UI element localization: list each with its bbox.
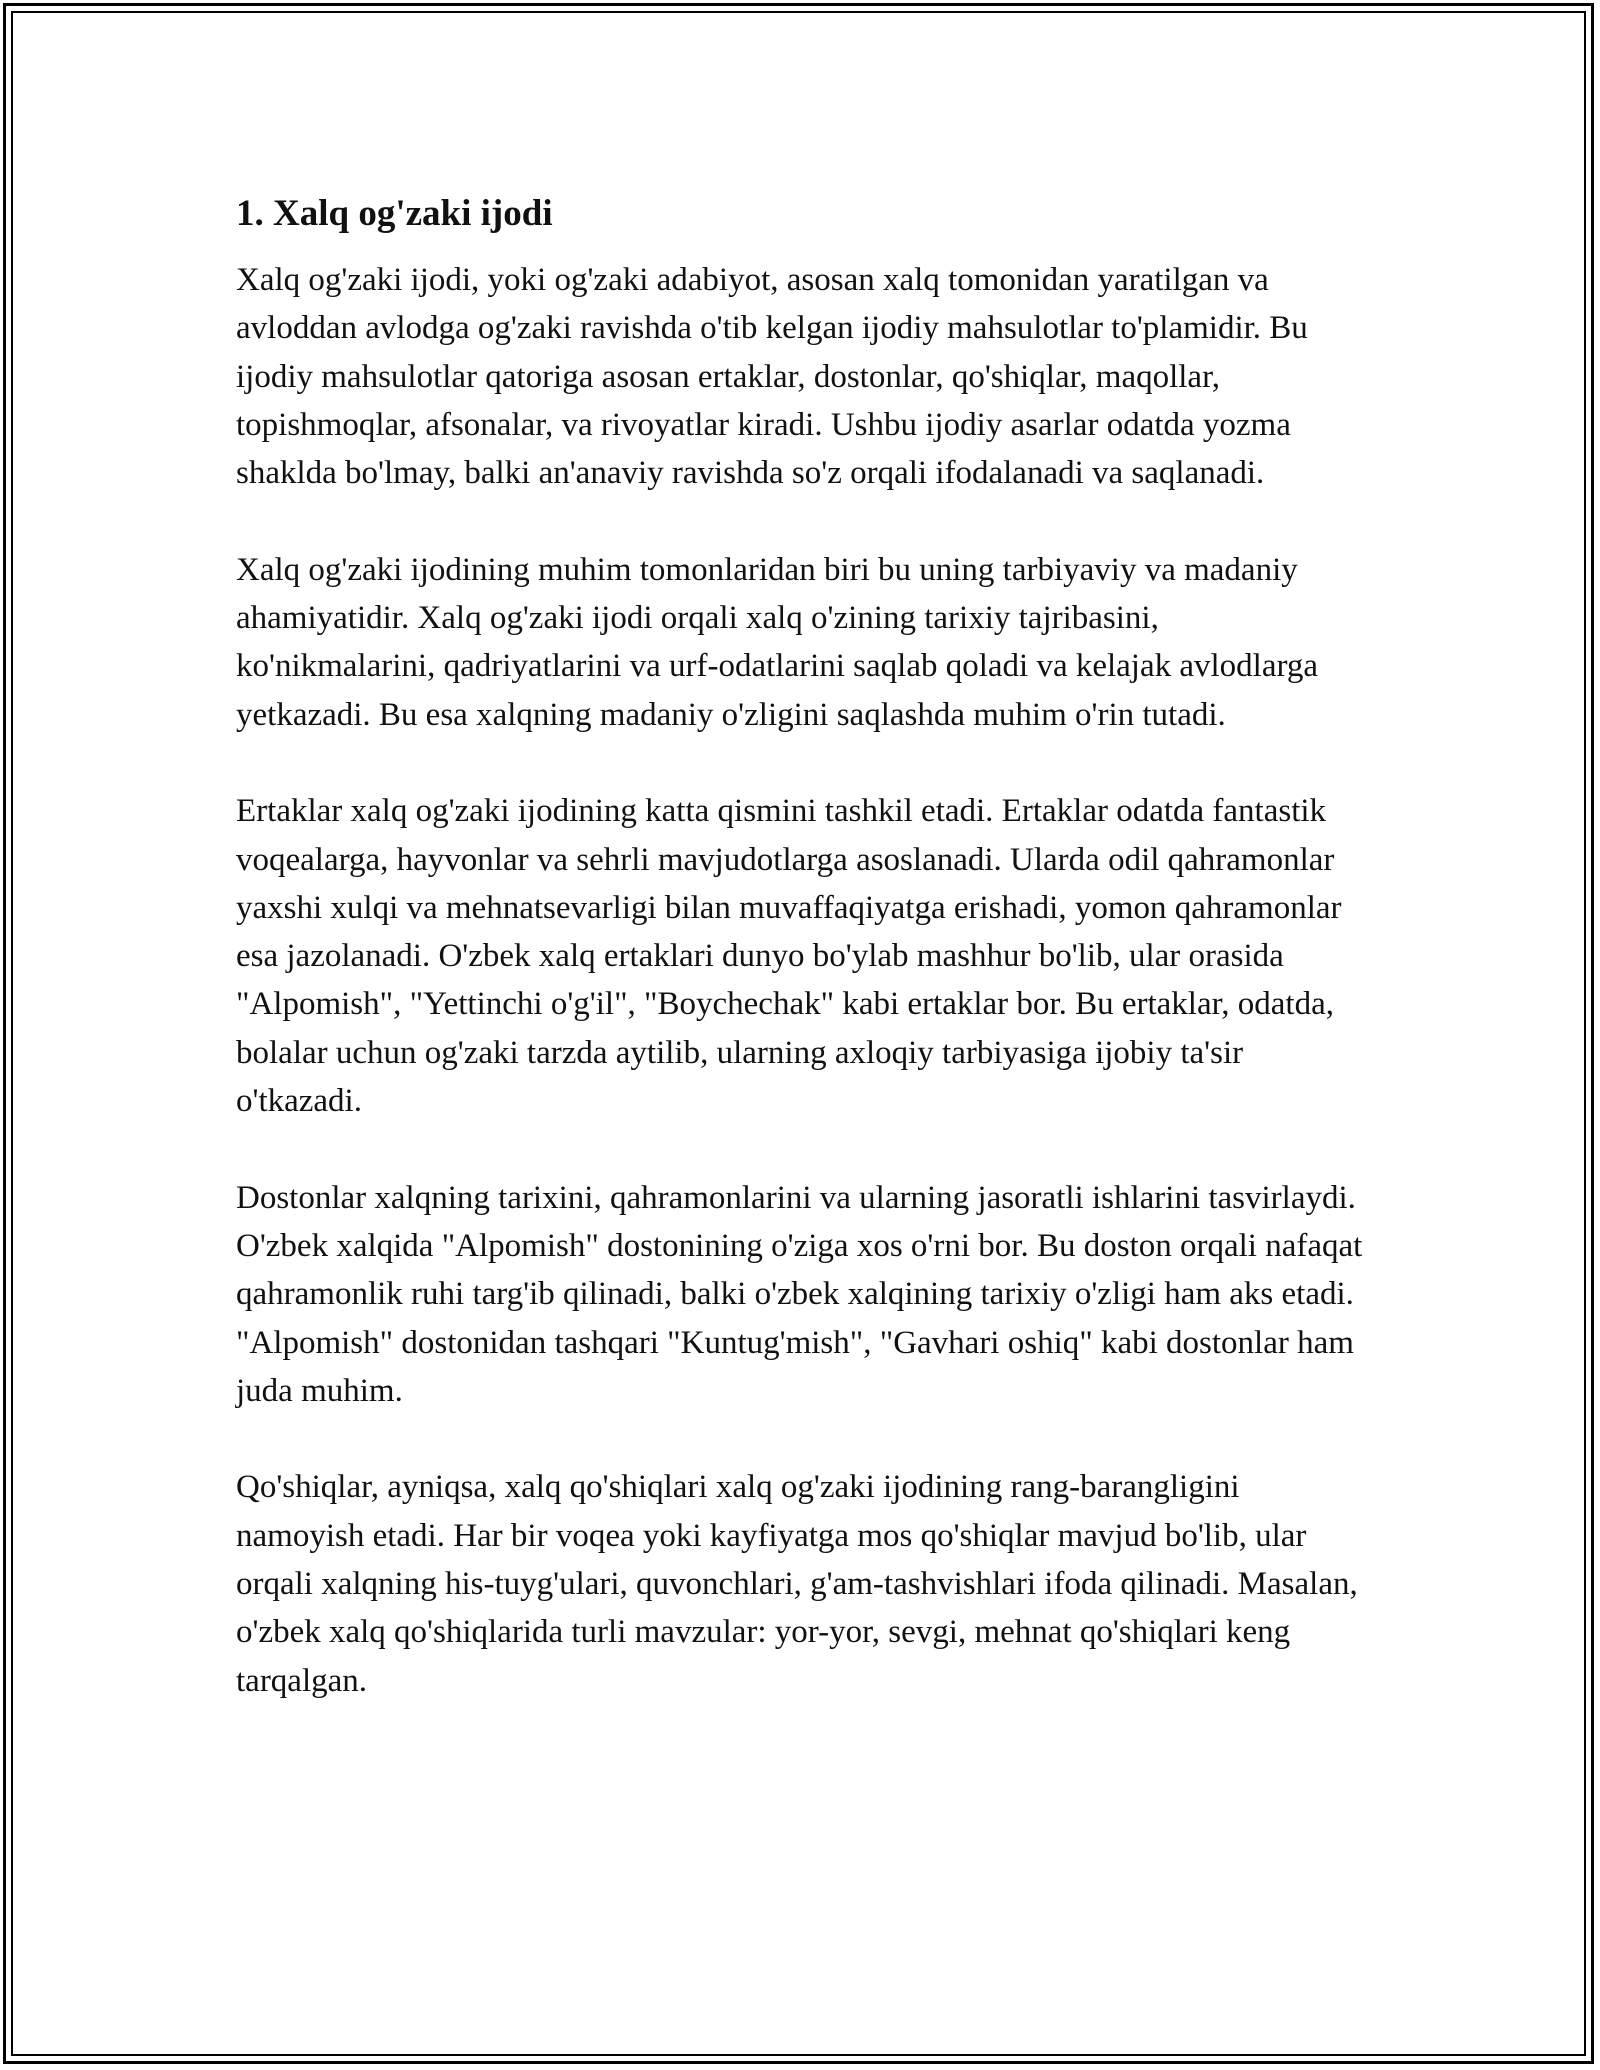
section-heading: 1. Xalq og'zaki ijodi: [236, 193, 553, 234]
document-body: [236, 186, 1366, 1753]
paragraph-songs: Qo'shiqlar, ayniqsa, xalq qo'shiqlari xalq og'zaki ijodining rang-barangligini namoyish etadi. Har bir voqea yoki kayfiyatga mos qo'shiqlar mavjud bo'lib, ular orqali xalqning his-tuyg'ulari, quvonchlari, g'am-tashvishlari ifoda qilinadi. Masalan, o'zbek xalq qo'shiqlarida turli mavzular: yor-yor, sevgi, mehnat qo'shiqlari keng tarqalgan.: [236, 1469, 1358, 1699]
paragraph-tales: Ertaklar xalq og'zaki ijodining katta qismini tashkil etadi. Ertaklar odatda fantastik voqealarga, hayvonlar va sehrli mavjudotlarga asoslanadi. Ularda odil qahramonlar yaxshi xulqi va mehnatsevarligi bilan muvaffaqiyatga erishadi, yomon qahramonlar esa jazolanadi. O'zbek xalq ertaklari dunyo bo'ylab mashhur bo'lib, ular orasida "Alpomish", "Yettinchi o'g'il", "Boychechak" kabi ertaklar bor. Bu ertaklar, odatda, bolalar uchun og'zaki tarzda aytilib, ularning axloqiy tarbiyasiga ijobiy ta'sir o'tkazadi.: [236, 793, 1342, 1120]
paragraph-epics: Dostonlar xalqning tarixini, qahramonlarini va ularning jasoratli ishlarini tasvirlaydi. O'zbek xalqida "Alpomish" dostonining o'ziga xos o'rni bor. Bu doston orqali nafaqat qahramonlik ruhi targ'ib qilinadi, balki o'zbek xalqining tarixiy o'zligi ham aks etadi. "Alpomish" dostonidan tashqari "Kuntug'mish", "Gavhari oshiq" kabi dostonlar ham juda muhim.: [236, 1179, 1363, 1409]
paragraph-intro: Xalq og'zaki ijodi, yoki og'zaki adabiyot, asosan xalq tomonidan yaratilgan va avloddan avlodga og'zaki ravishda o'tib kelgan ijodiy mahsulotlar to'plamidir. Bu ijodiy mahsulotlar qatoriga asosan ertaklar, dostonlar, qo'shiqlar, maqollar, topishmoqlar, afsonalar, va rivoyatlar kiradi. Ushbu ijodiy asarlar odatda yozma shaklda bo'lmay, balki an'anaviy ravishda so'z orqali ifodalanadi va saqlanadi.: [236, 262, 1308, 492]
paragraph-significance: Xalq og'zaki ijodining muhim tomonlaridan biri bu uning tarbiyaviy va madaniy ahamiyatidir. Xalq og'zaki ijodi orqali xalq o'zining tarixiy tajribasini, ko'nikmalarini, qadriyatlarini va urf-odatlarini saqlab qoladi va kelajak avlodlarga yetkazadi. Bu esa xalqning madaniy o'zligini saqlashda muhim o'rin tutadi.: [236, 551, 1319, 733]
